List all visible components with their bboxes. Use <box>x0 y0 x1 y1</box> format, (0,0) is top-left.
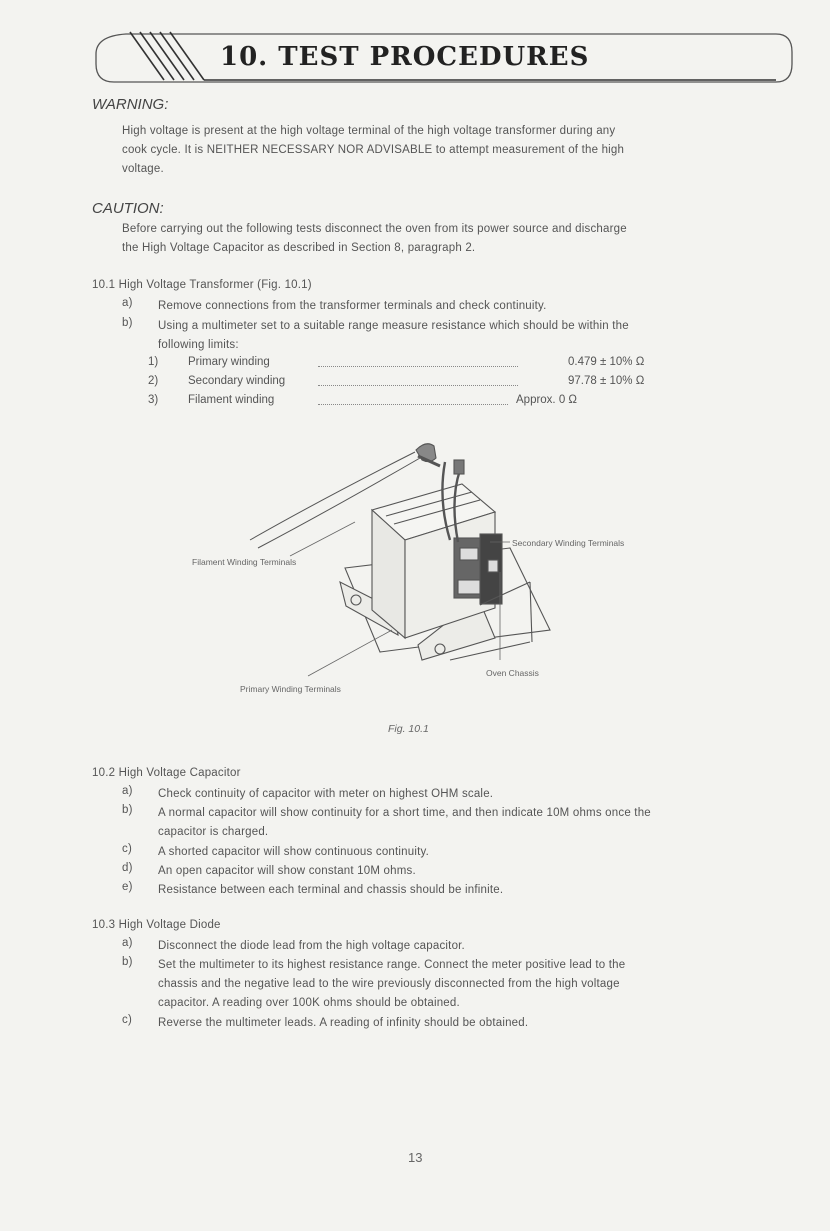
transformer-figure <box>150 430 710 720</box>
item-text: A shorted capacitor will show continuous continuity. <box>158 846 429 858</box>
item-marker: b) <box>122 956 133 968</box>
page-title: 10. TEST PROCEDURES <box>220 42 590 72</box>
warning-line: cook cycle. It is NEITHER NECESSARY NOR ADVISABLE to attempt measurement of the high <box>122 144 625 156</box>
caution-line: the High Voltage Capacitor as described in Section 8, paragraph 2. <box>122 242 476 254</box>
list-item <box>122 1014 792 1034</box>
item-marker: d) <box>122 862 133 874</box>
limit-row <box>148 375 668 393</box>
item-marker: b) <box>122 804 133 816</box>
list-item <box>122 804 792 844</box>
warning-line: High voltage is present at the high voltage terminal of the high voltage transformer during any <box>122 125 616 137</box>
list-item <box>122 937 792 957</box>
limit-value: Approx. 0 Ω <box>516 394 578 406</box>
limit-number: 1) <box>148 356 159 368</box>
item-marker: a) <box>122 785 133 797</box>
item-text: Disconnect the diode lead from the high voltage capacitor. <box>158 940 465 952</box>
item-text: Reverse the multimeter leads. A reading of infinity should be obtained. <box>158 1017 529 1029</box>
list-item <box>122 956 792 1016</box>
section-title-10-1: 10.1 High Voltage Transformer (Fig. 10.1) <box>92 279 312 291</box>
item-marker: a) <box>122 297 133 309</box>
oven-chassis-label: Oven Chassis <box>486 668 539 678</box>
list-item <box>122 843 792 863</box>
section-header <box>86 28 796 90</box>
warning-label: WARNING: <box>92 96 169 113</box>
item-line: capacitor. A reading over 100K ohms should be obtained. <box>158 997 460 1009</box>
leader-dots <box>318 404 508 405</box>
list-item <box>122 317 792 357</box>
item-text: Remove connections from the transformer terminals and check continuity. <box>158 300 547 312</box>
item-line: capacitor is charged. <box>158 826 269 838</box>
leader-dots <box>318 366 518 367</box>
section-title-10-3: 10.3 High Voltage Diode <box>92 919 221 931</box>
limit-number: 3) <box>148 394 159 406</box>
section-title-10-2: 10.2 High Voltage Capacitor <box>92 767 241 779</box>
leader-dots <box>318 385 518 386</box>
warning-text <box>122 122 792 179</box>
figure-caption: Fig. 10.1 <box>388 723 429 735</box>
limit-value: 0.479 ± 10% Ω <box>568 356 645 368</box>
primary-terminals-label: Primary Winding Terminals <box>240 684 341 694</box>
limit-name: Filament winding <box>188 394 275 406</box>
item-marker: c) <box>122 843 132 855</box>
item-marker: b) <box>122 317 133 329</box>
item-line: chassis and the negative lead to the wire previously disconnected from the high voltage <box>158 978 620 990</box>
item-line: Using a multimeter set to a suitable range measure resistance which should be within the <box>158 320 629 332</box>
item-text <box>158 804 792 842</box>
limit-row <box>148 394 668 412</box>
filament-terminals-label: Filament Winding Terminals <box>192 557 297 567</box>
item-text: Check continuity of capacitor with meter on highest OHM scale. <box>158 788 494 800</box>
limit-name: Secondary winding <box>188 375 286 387</box>
item-text <box>158 956 792 1013</box>
caution-line: Before carrying out the following tests disconnect the oven from its power source and discharge <box>122 223 627 235</box>
list-item <box>122 862 792 882</box>
warning-line: voltage. <box>122 163 164 175</box>
limit-row <box>148 356 668 374</box>
caution-text <box>122 220 792 258</box>
page-number: 13 <box>408 1150 423 1165</box>
limit-value: 97.78 ± 10% Ω <box>568 375 645 387</box>
item-line: Set the multimeter to its highest resistance range. Connect the meter positive lead to the <box>158 959 626 971</box>
secondary-terminals-label: Secondary Winding Terminals <box>512 538 625 548</box>
list-item <box>122 297 792 317</box>
item-text: Resistance between each terminal and chassis should be infinite. <box>158 884 504 896</box>
item-line: A normal capacitor will show continuity for a short time, and then indicate 10M ohms once the <box>158 807 651 819</box>
item-marker: c) <box>122 1014 132 1026</box>
item-line: following limits: <box>158 339 239 351</box>
list-item <box>122 785 792 805</box>
limit-number: 2) <box>148 375 159 387</box>
item-text: An open capacitor will show constant 10M ohms. <box>158 865 416 877</box>
transformer-drawing <box>150 430 710 720</box>
item-marker: a) <box>122 937 133 949</box>
item-marker: e) <box>122 881 133 893</box>
caution-label: CAUTION: <box>92 200 164 217</box>
list-item <box>122 881 792 901</box>
limit-name: Primary winding <box>188 356 270 368</box>
item-text <box>158 317 792 355</box>
